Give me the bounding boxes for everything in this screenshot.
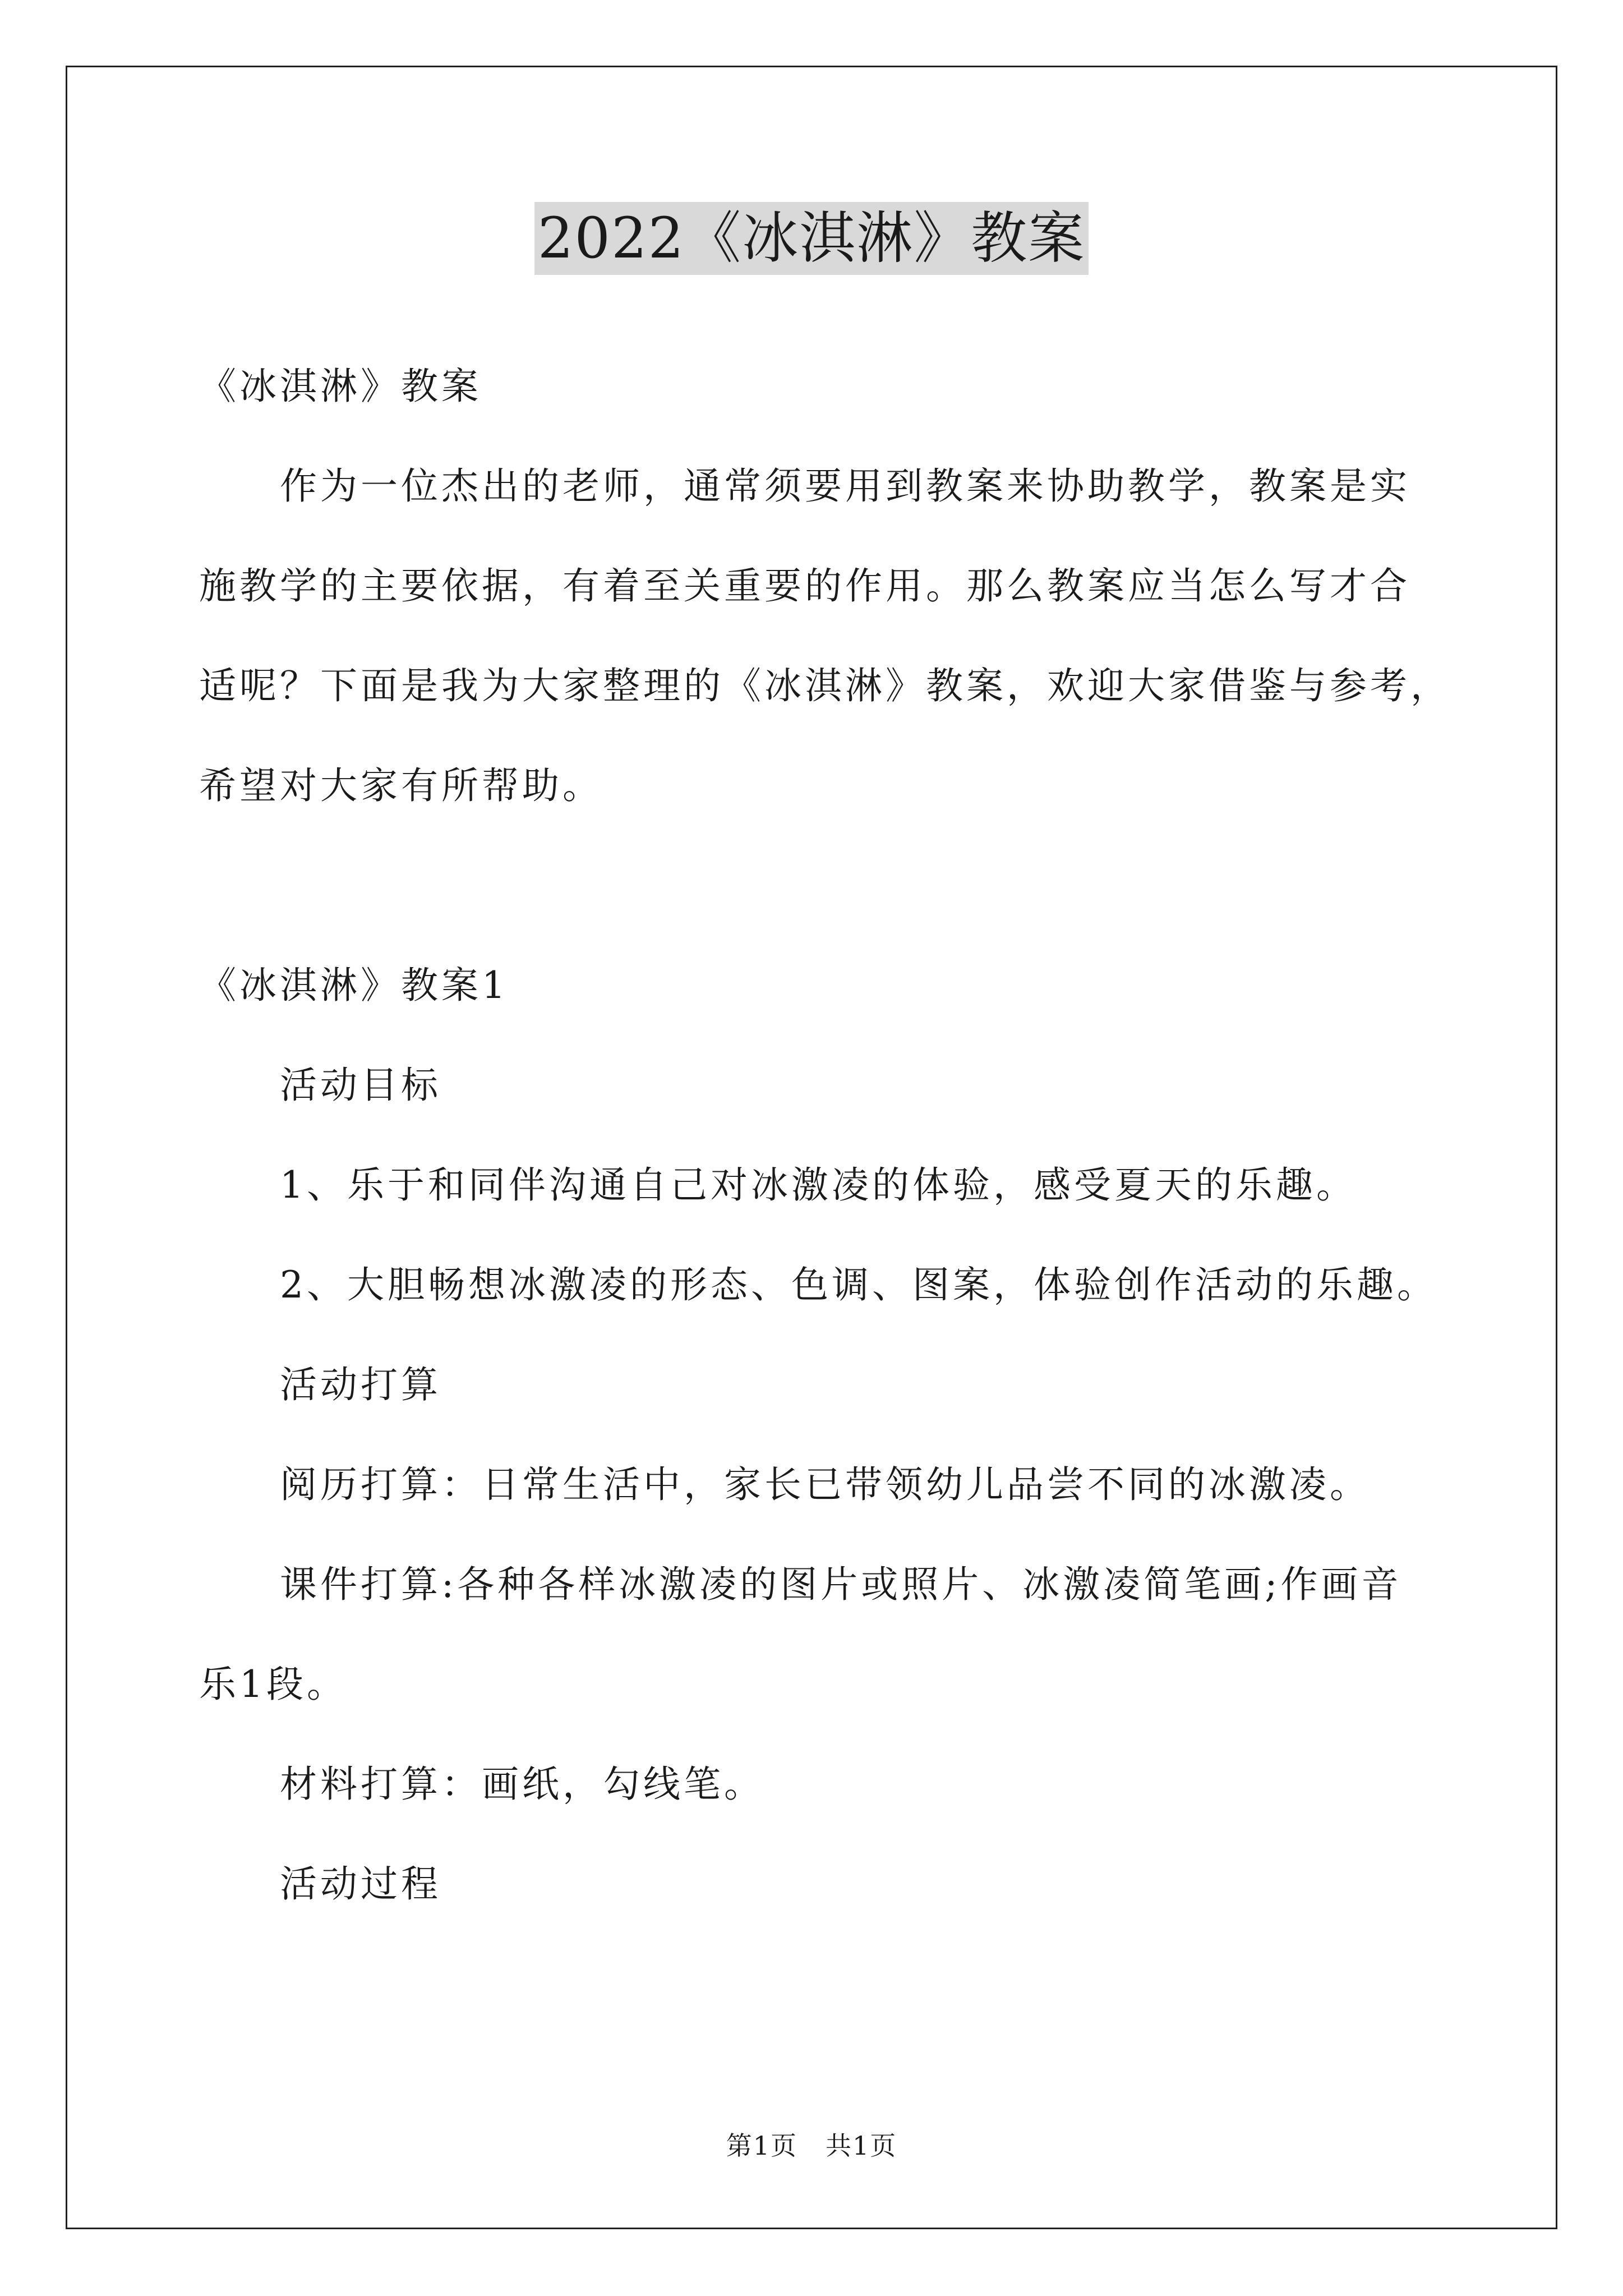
intro-line-2: 施教学的主要依据，有着至关重要的作用。那么教案应当怎么写才合: [199, 564, 1410, 608]
goal-heading: 活动目标: [280, 1064, 441, 1107]
intro-line-3: 适呢？下面是我为大家整理的《冰淇淋》教案，欢迎大家借鉴与参考，: [199, 664, 1451, 707]
intro-line-4: 希望对大家有所帮助。: [199, 764, 603, 807]
document-body: [199, 337, 1451, 1934]
prep-item-3: 材料打算：画纸，勾线笔。: [280, 1763, 764, 1806]
goal-item-1: 1、乐于和同伴沟通自己对冰激凌的体验，感受夏天的乐趣。: [280, 1163, 1357, 1207]
paragraph-spacer: [199, 836, 1422, 936]
page-total: 共1页: [826, 2131, 897, 2161]
goal-item-2: 2、大胆畅想冰激凌的形态、色调、图案，体验创作活动的乐趣。: [280, 1263, 1437, 1306]
prep-item-2-line-2: 乐1段。: [199, 1663, 347, 1706]
prep-heading: 活动打算: [280, 1363, 441, 1406]
page-number: 第1页: [726, 2131, 797, 2161]
page-footer: [0, 2129, 1623, 2162]
section-heading-1: 《冰淇淋》教案1: [199, 964, 509, 1007]
intro-line-1: 作为一位杰出的老师，通常须要用到教案来协助教学，教案是实: [280, 464, 1410, 508]
prep-item-1: 阅历打算：日常生活中，家长已带领幼儿品尝不同的冰激凌。: [280, 1463, 1370, 1506]
prep-item-2-line-1: 课件打算:各种各样冰激凌的图片或照片、冰激凌简笔画;作画音: [280, 1563, 1402, 1606]
subtitle: 《冰淇淋》教案: [199, 365, 482, 408]
title-container: [0, 202, 1623, 275]
document-title: 2022《冰淇淋》教案: [534, 202, 1089, 275]
process-heading: 活动过程: [280, 1862, 441, 1906]
